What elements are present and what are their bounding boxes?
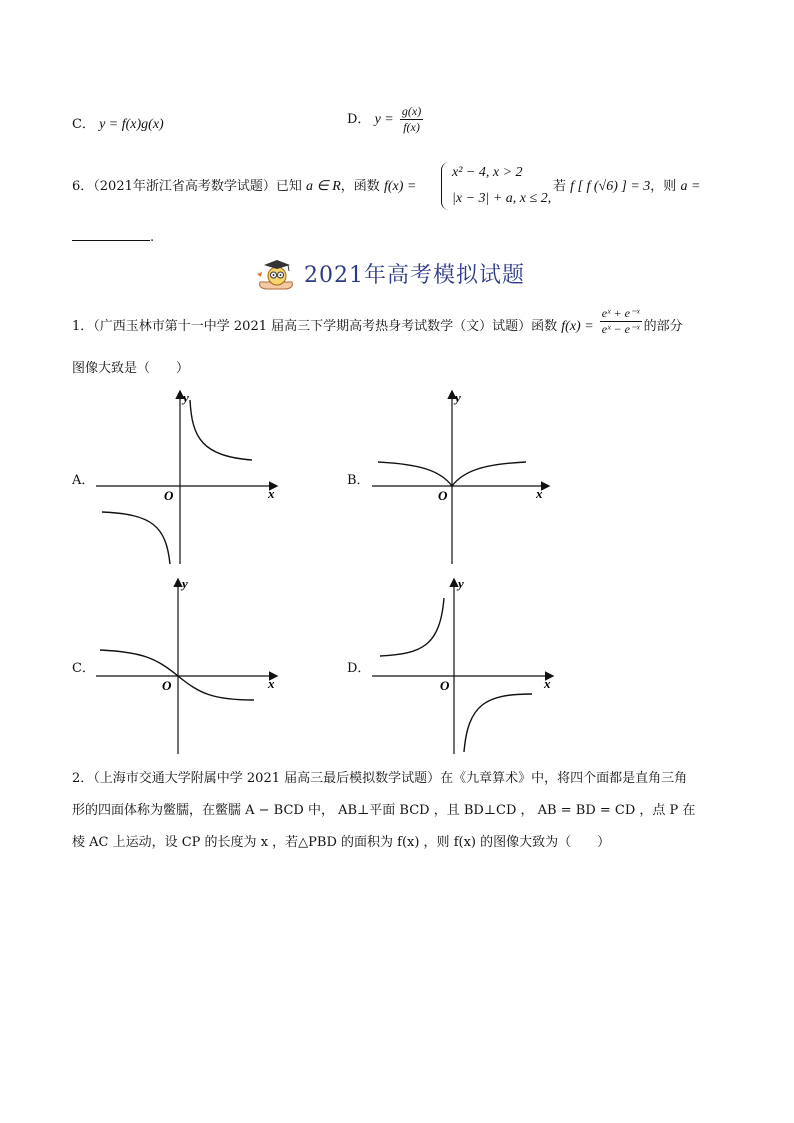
option-c-label: C．	[72, 661, 95, 676]
fraction	[600, 306, 642, 337]
option-label: D．	[347, 112, 371, 127]
option-d-label: D．	[347, 661, 371, 676]
graph-c	[92, 576, 282, 756]
section-title: 2021年高考模拟试题	[304, 263, 525, 288]
question-1-line-2: 图像大致是（ ）	[72, 361, 190, 376]
curve-upper	[190, 400, 252, 460]
question-text: 的部分	[643, 319, 683, 334]
question-text: ，则	[650, 179, 677, 194]
curve-left	[380, 598, 444, 656]
piecewise-brace	[441, 162, 452, 210]
origin-label: O	[438, 488, 448, 503]
piecewise-case-2: |x − 3| + a, x ≤ 2,	[452, 191, 552, 206]
fraction-denominator: eˣ − e⁻ˣ	[601, 322, 640, 336]
mascot-icon	[256, 256, 298, 292]
answer-blank	[72, 226, 150, 241]
question-text: 若	[553, 179, 567, 194]
x-axis-label: x	[536, 486, 543, 501]
answer-tail: .	[150, 230, 155, 245]
x-axis-label: x	[268, 676, 275, 691]
function-name: f(x) =	[383, 179, 417, 194]
question-2-line-2: 形的四面体称为鳖臑，在鳖臑 A − BCD 中， AB⊥平面 BCD ，且 BD⊥CD ， AB = BD = CD ，点 P 在	[72, 803, 696, 818]
fraction	[400, 104, 423, 135]
curve-right	[452, 462, 526, 486]
question-2-line-1: 2．（上海市交通大学附属中学 2021 届高三最后模拟数学试题）在《九章算术》中，将四个面都是直角三角	[72, 771, 688, 786]
origin-label: O	[164, 488, 174, 503]
curve	[100, 650, 254, 700]
question-text: ，函数	[340, 179, 380, 194]
option-expression: y = f(x)g(x)	[99, 117, 164, 132]
option-d-prev	[347, 104, 425, 135]
y-axis-label: y	[458, 576, 464, 591]
x-axis-label: x	[544, 676, 551, 691]
piecewise-case-1: x² − 4, x > 2	[452, 165, 523, 180]
y-axis-label: y	[183, 390, 189, 405]
curve-right	[464, 694, 532, 752]
question-text: 已知	[275, 179, 302, 194]
function-name: f(x) =	[561, 319, 594, 334]
math-equation: f [ f (√6) ] = 3	[570, 179, 651, 194]
option-c-prev	[72, 116, 164, 134]
option-expression: y =	[374, 112, 394, 127]
answer-variable: a =	[680, 179, 701, 194]
option-a-label: A．	[72, 473, 95, 488]
math-condition: a ∈ R	[306, 179, 341, 194]
option-b-label: B．	[347, 473, 370, 488]
x-axis-label: x	[268, 486, 275, 501]
curve-lower	[102, 512, 170, 564]
question-number: 6．	[72, 179, 94, 194]
question-source: （2021年浙江省高考数学试题）	[93, 179, 276, 194]
question-6-condition	[553, 178, 700, 196]
answer-line	[72, 226, 154, 247]
origin-label: O	[440, 678, 450, 693]
fraction-numerator: eˣ + e⁻ˣ	[601, 306, 640, 320]
graph-b	[368, 388, 558, 568]
graph-d	[368, 576, 558, 756]
question-6	[72, 178, 416, 196]
y-axis-label: y	[182, 576, 188, 591]
curve-left	[378, 462, 452, 486]
fraction-numerator: g(x)	[401, 104, 422, 118]
option-label: C．	[72, 117, 95, 132]
question-1-line-1	[72, 306, 683, 337]
question-text: 1．（广西玉林市第十一中学 2021 届高三下学期高考热身考试数学（文）试题）函数	[72, 319, 558, 334]
question-2-line-3: 棱 AC 上运动，设 CP 的长度为 x ，若△PBD 的面积为 f(x) ，则 f(x) 的图像大致为（ ）	[72, 835, 611, 850]
graph-a	[92, 388, 282, 568]
origin-label: O	[162, 678, 172, 693]
y-axis-label: y	[455, 390, 461, 405]
fraction-denominator: f(x)	[403, 120, 420, 134]
